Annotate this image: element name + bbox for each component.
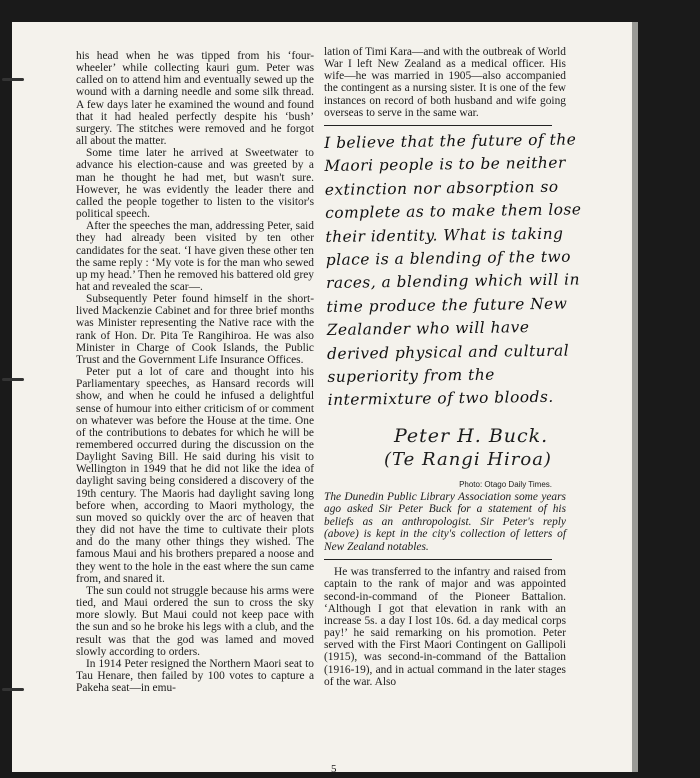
- page-number: 5: [331, 763, 337, 775]
- page-edge: [632, 22, 638, 772]
- divider: [324, 559, 552, 560]
- paragraph: He was transferred to the infantry and raised from captain to the rank of major and was appointed second-in-command of the Pioneer Battalion. ‘Although I got that elevation in rank with an increase 5s. a day I lost 10s. 6d. a day medical corps pay!’ he said remarking on his promotion. Peter served with the First Maori Contingent on Gallipoli (1915), was second-in-command of the Battalion (1916-19), and in actual command in the later stages of the war. Also: [324, 566, 566, 688]
- left-column: [76, 50, 314, 694]
- binder-ring-icon: [0, 688, 24, 694]
- paragraph: lation of Timi Kara—and with the outbreak of World War I left New Zealand as a medical officer. His wife—he was married in 1905—also accompanied the contingent as a nursing sister. It is one of the few instances on record of both husband and wife going overseas to serve in the same war.: [324, 46, 566, 119]
- signature-maori-name: (Te Rangi Hiroa): [384, 448, 552, 470]
- caption: The Dunedin Public Library Association some years ago asked Sir Peter Buck for a statement of his beliefs as an anthropologist. Sir Peter's reply (above) is kept in the city's collection of letters of New Zealand notables.: [324, 490, 566, 553]
- photo-credit: Photo: Otago Daily Times.: [459, 479, 552, 489]
- right-column: [324, 46, 582, 688]
- signature: Peter H. Buck.: [394, 424, 549, 447]
- paragraph: In 1914 Peter resigned the Northern Maori seat to Tau Henare, then failed by 100 votes to capture a Pakeha seat—in emu-: [76, 657, 314, 695]
- document-page: [12, 22, 632, 775]
- binder-ring-icon: [0, 78, 24, 84]
- paragraph: Some time later he arrived at Sweetwater to advance his election-cause and was greeted by a man he thought he had met, but wasn't sure. However, he was evidently the leader there and called the people together to listen to the visitor's political speech.: [76, 147, 314, 221]
- paragraph: Subsequently Peter found himself in the short-lived Mackenzie Cabinet and for three brief months was Minister representing the Native race with the rank of Hon. Dr. Pita Te Rangihiroa. He was also Minister in Charge of Cook Islands, the Public Trust and the Government Life Insurance Offices.: [76, 293, 314, 366]
- paragraph: his head when he was tipped from his ‘four-wheeler’ while collecting kauri gum. Peter was called on to attend him and eventually sewed up the wound with a darning needle and some silk thread. A few days later he examined the wound and found that it had healed perfectly despite his ‘bush’ surgery. The stitches were removed and he forgot all about the matter.: [76, 50, 314, 148]
- paragraph: Peter put a lot of care and thought into his Parliamentary speeches, as Hansard records will show, and when he could he infused a delightful sense of humour into either criticism of or comment on whatever was before the House at the time. One of the contributions to debates for which he will be remembered occurred during the discussion on the Daylight Saving Bill. He said during his visit to Wellington in 1949 that he did not like the idea of daylight saving being considered a discovery of the 19th century. The Maoris had daylight saving long before when, according to Maori mythology, the sun moved so quickly over the arc of heaven that they did not have the time to cultivate their plots and do the many other things they wished. The famous Maui and his brothers prepared a noose and they went to the hole in the east where the sun came from, and snared it.: [76, 366, 314, 585]
- divider: [324, 125, 552, 126]
- paragraph: The sun could not struggle because his arms were tied, and Maui ordered the sun to cross the sky more slowly. But Maui could not keep pace with the sun and so he broke his legs with a club, and the result was that the god was lamed and moved slowly according to orders.: [76, 584, 314, 658]
- paragraph: After the speeches the man, addressing Peter, said they had already been visited by ten other candidates for the seat. ‘I have given these other ten the same reply : ‘My vote is for the man who sewed up my head.’ Then he removed his battered old grey hat and revealed the scar—.: [76, 220, 314, 293]
- binder-ring-icon: [0, 378, 24, 384]
- handwritten-note: I believe that the future of the Maori people is to be neither extinction nor absorption so complete as to make them lose their identity. What is taking place is a blending of the two races, a blending which will in time produce the future New Zealander who will have derived physical and cultural superiority from the intermixture of two bloods.: [324, 130, 582, 410]
